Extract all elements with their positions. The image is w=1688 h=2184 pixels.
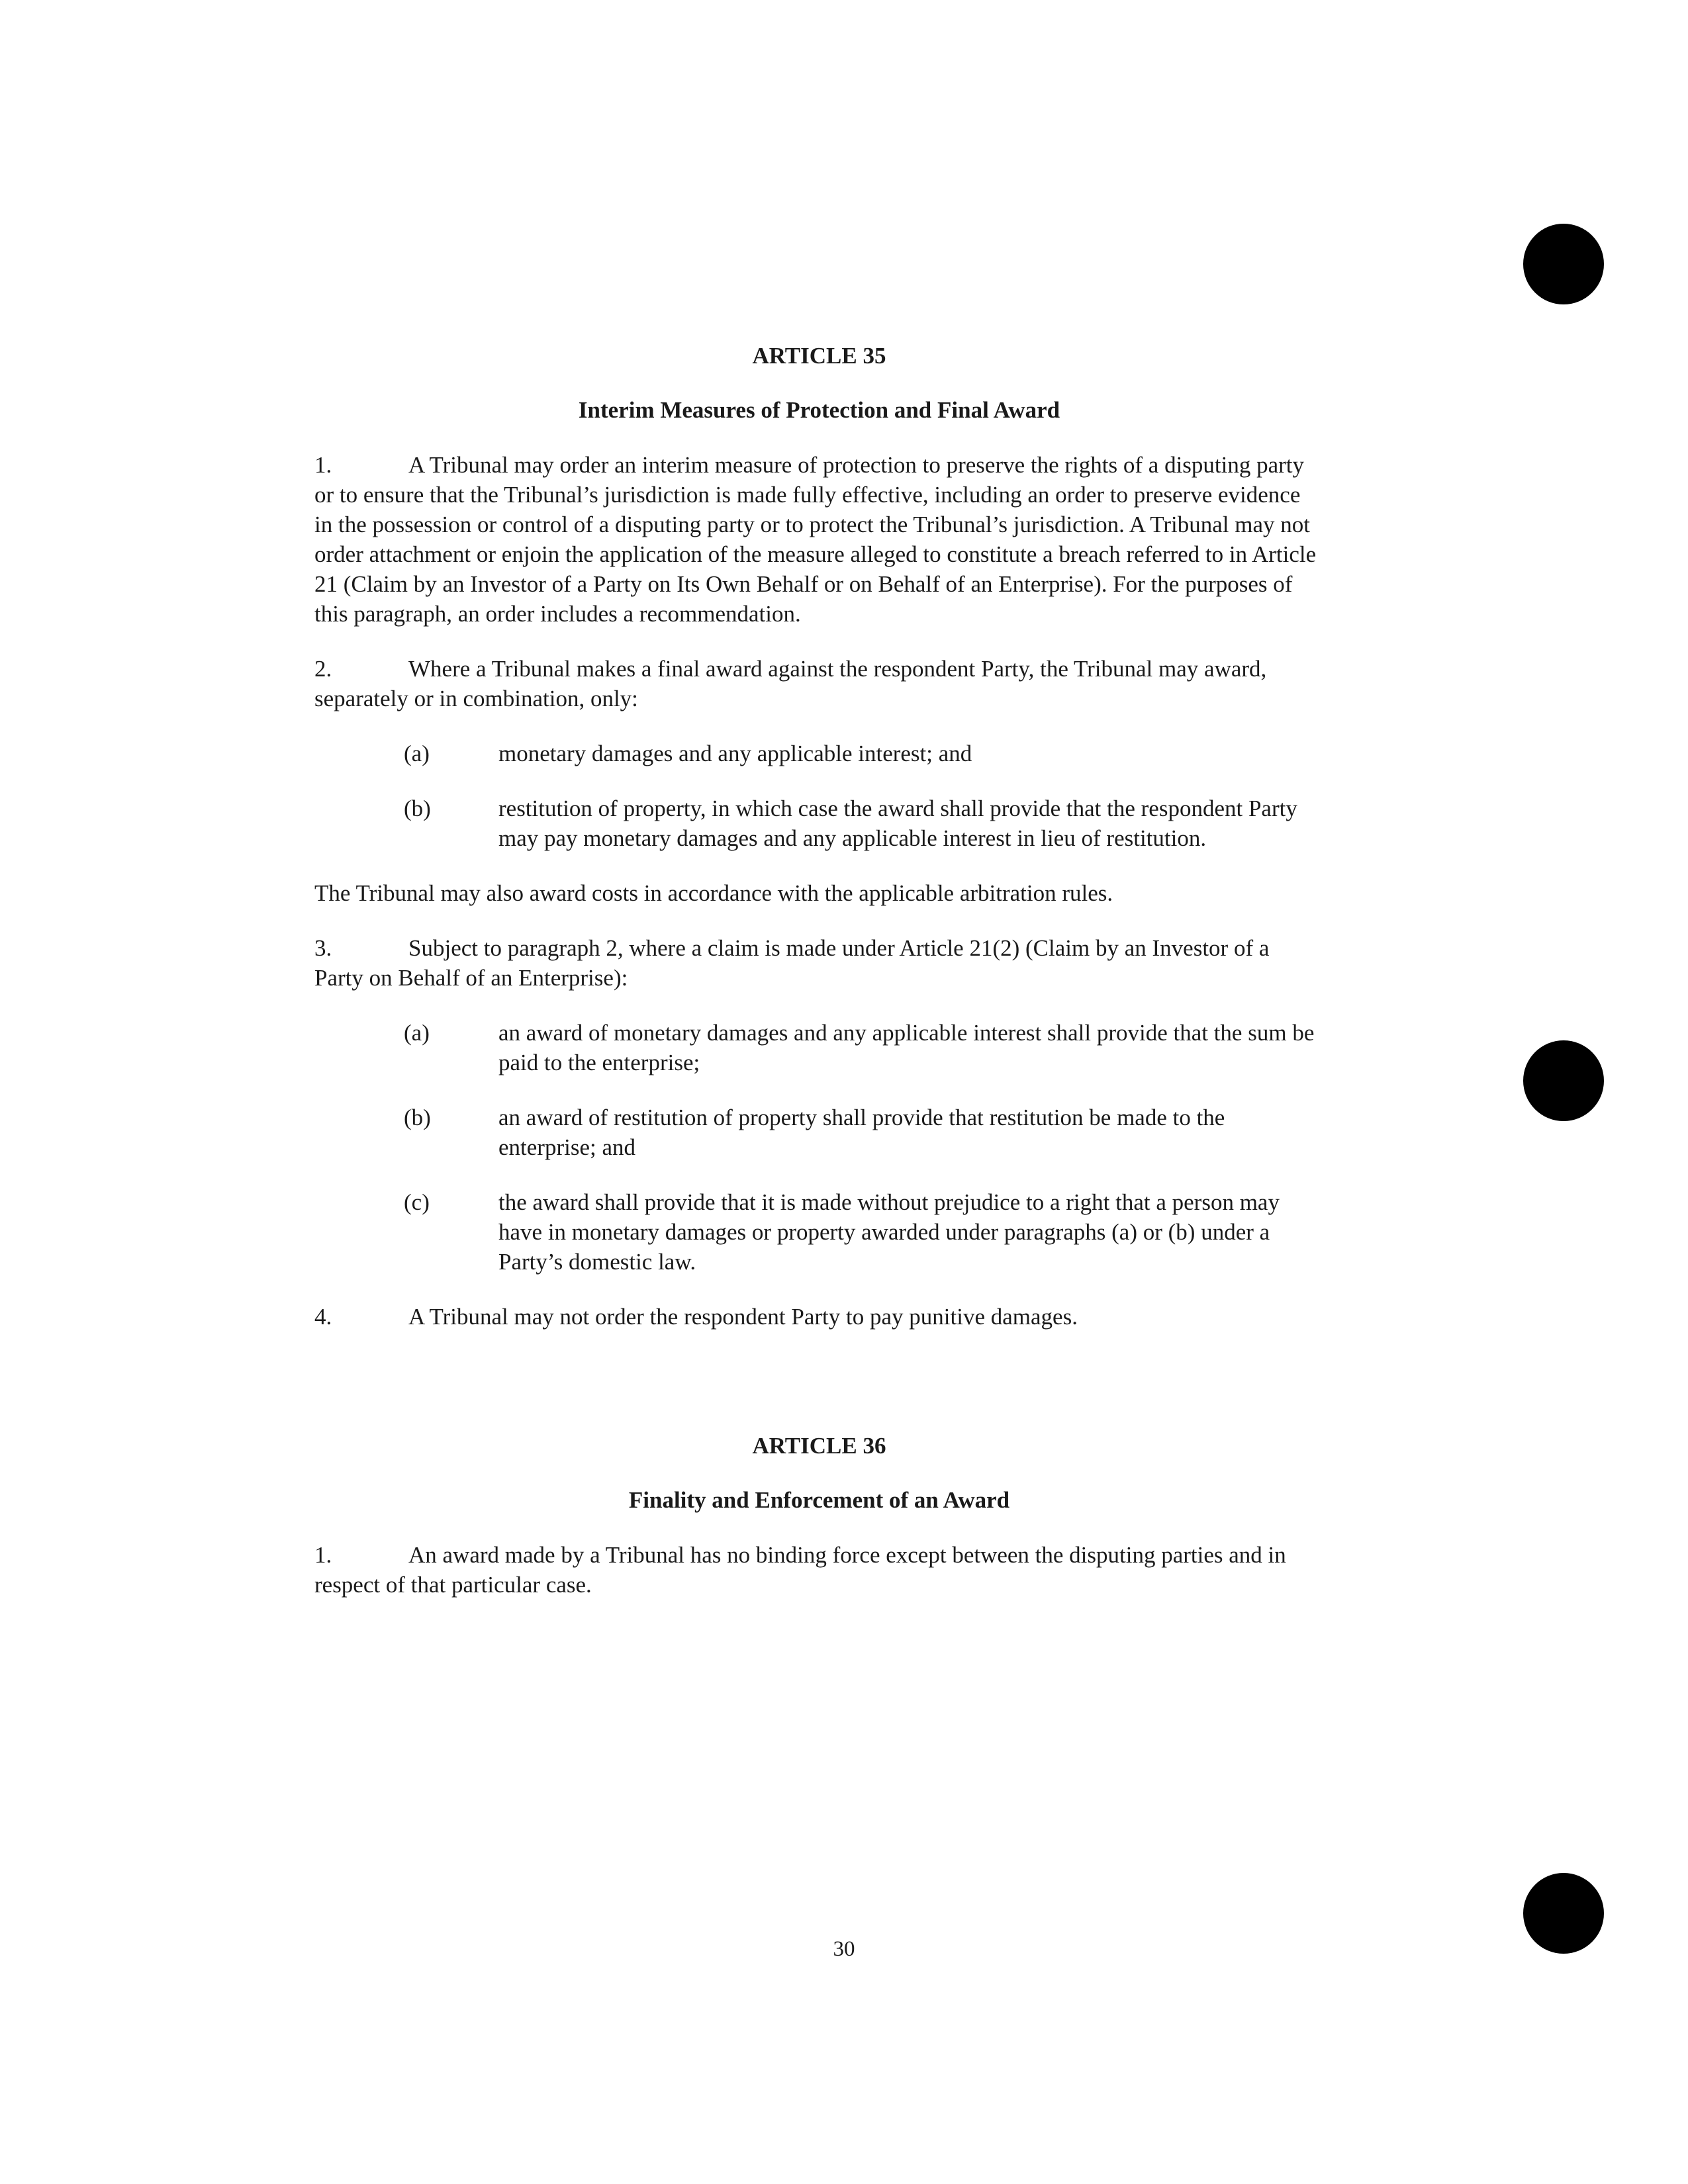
paragraph-text: An award made by a Tribunal has no binding force except between the disputing parties and in respect of that particular case. <box>314 1542 1286 1598</box>
paragraph-number: 2. <box>314 656 332 682</box>
article-35-paragraph-3-item-a <box>314 1018 1324 1077</box>
article-36-title: Finality and Enforcement of an Award <box>628 1487 1010 1513</box>
paragraph-number: 3. <box>314 935 332 961</box>
item-text: an award of restitution of property shall provide that restitution be made to the enterprise; and <box>498 1105 1225 1160</box>
article-35-paragraph-3-item-c <box>314 1187 1324 1277</box>
item-text: an award of monetary damages and any applicable interest shall provide that the sum be paid to the enterprise; <box>498 1020 1315 1075</box>
article-35-paragraph-3-item-b <box>314 1103 1324 1162</box>
page-number: 30 <box>833 1937 855 1961</box>
article-35-paragraph-1 <box>314 450 1324 629</box>
item-label: (b) <box>404 1105 431 1130</box>
punch-hole-middle <box>1523 1040 1604 1121</box>
article-35-paragraph-2-closing: The Tribunal may also award costs in accordance with the applicable arbitration rules. <box>314 880 1113 906</box>
item-text: the award shall provide that it is made without prejudice to a right that a person may have in monetary damages or property awarded under paragraphs (a) or (b) under a Party’s domestic law. <box>498 1189 1280 1275</box>
section-spacer <box>314 1357 1324 1431</box>
item-label: (c) <box>404 1189 430 1215</box>
document-body <box>314 341 1324 1625</box>
article-36-heading: ARTICLE 36 <box>752 1433 886 1459</box>
item-label: (b) <box>404 796 431 821</box>
article-35-paragraph-2-item-a <box>314 739 1324 768</box>
paragraph-text: Where a Tribunal makes a final award against the respondent Party, the Tribunal may award, separately or in combination, only: <box>314 656 1267 711</box>
paragraph-number: 1. <box>314 1542 332 1568</box>
paragraph-number: 4. <box>314 1304 332 1330</box>
paragraph-number: 1. <box>314 452 332 478</box>
article-36-paragraph-1 <box>314 1540 1324 1600</box>
article-35-paragraph-4 <box>314 1302 1324 1332</box>
paragraph-text: Subject to paragraph 2, where a claim is made under Article 21(2) (Claim by an Investor of a Party on Behalf of an Enterprise): <box>314 935 1270 991</box>
article-35-paragraph-3 <box>314 933 1324 993</box>
article-35-heading: ARTICLE 35 <box>752 343 886 369</box>
article-35-paragraph-2-item-b <box>314 794 1324 853</box>
item-label: (a) <box>404 741 430 766</box>
paragraph-text: A Tribunal may order an interim measure of protection to preserve the rights of a disputing party or to ensure that the Tribunal’s jurisdiction is made fully effective, including an order to preserve evidence in the possession or control of a disputing party or to protect the Tribunal’s jurisdiction. A Tribunal may not order attachment or enjoin the application of the measure alleged to constitute a breach referred to in Article 21 (Claim by an Investor of a Party on Its Own Behalf or on Behalf of an Enterprise). For the purposes of this paragraph, an order includes a recommendation. <box>314 452 1317 627</box>
article-35-paragraph-2 <box>314 654 1324 713</box>
item-text: monetary damages and any applicable interest; and <box>498 741 972 766</box>
item-text: restitution of property, in which case the award shall provide that the respondent Party may pay monetary damages and any applicable interest in lieu of restitution. <box>498 796 1297 851</box>
article-35-title: Interim Measures of Protection and Final Award <box>578 397 1060 423</box>
paragraph-text: A Tribunal may not order the respondent Party to pay punitive damages. <box>408 1304 1078 1330</box>
punch-hole-top <box>1523 224 1604 304</box>
item-label: (a) <box>404 1020 430 1046</box>
